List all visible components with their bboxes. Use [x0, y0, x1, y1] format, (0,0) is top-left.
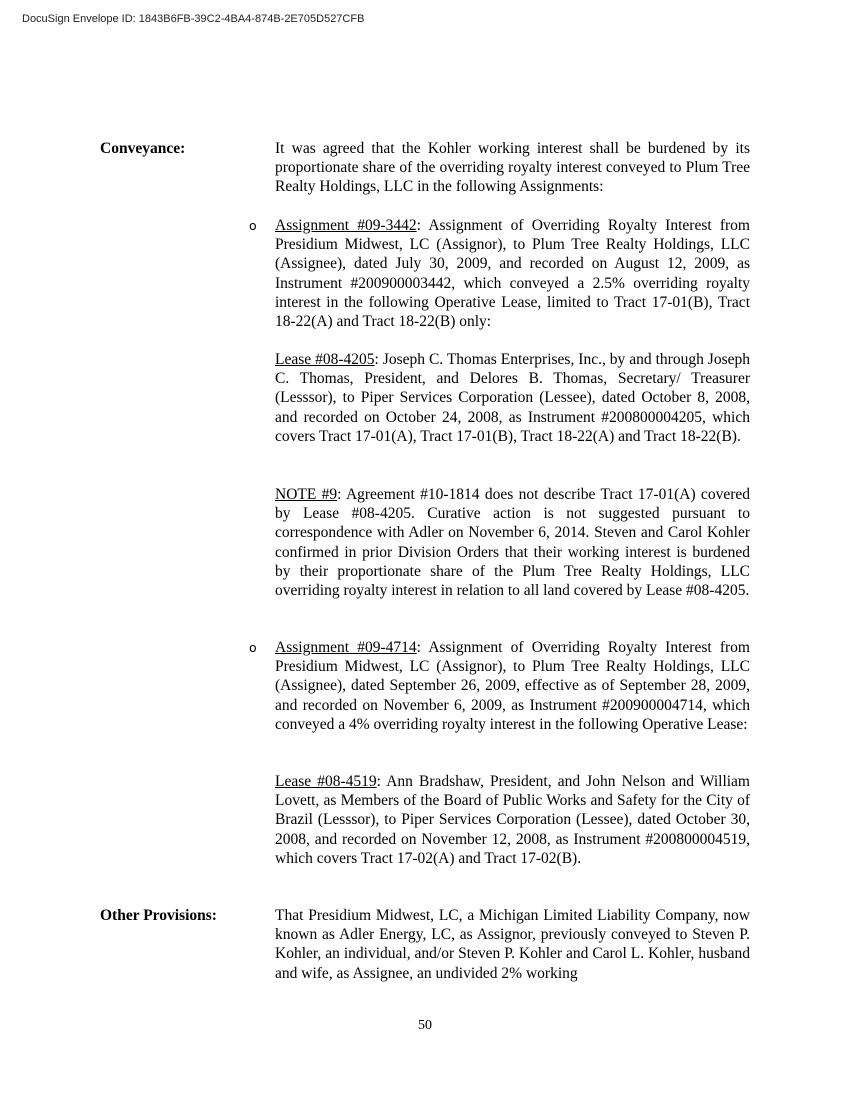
- bullet-assignment-1: o: [249, 218, 257, 233]
- other-provisions-text: That Presidium Midwest, LC, a Michigan Limited Liability Company, now known as Adler Energy, LC, as Assignor, previously conveyed to Steven P. Kohler, an individual, and/or Steven P. Kohler and Carol L. Kohler, husband and wife, as Assignee, an undivided 2% working: [275, 907, 750, 982]
- lease-1-ref: Lease #08-4205: [275, 351, 375, 368]
- lease-2-text: : Ann Bradshaw, President, and John Nelson and William Lovett, as Members of the Board of Public Works and Safety for the City of Brazil (Lesssor), to Piper Services Corporation (Lessee), dated October 30, 2008, and recorded on November 12, 2008, as Instrument #200800004519, which covers Tract 17-02(A) and Tract 17-02(B).: [275, 773, 750, 867]
- lease-1-text: : Joseph C. Thomas Enterprises, Inc., by and through Joseph C. Thomas, President, and Delores B. Thomas, Secretary/ Treasurer (Lesssor), to Piper Services Corporation (Lessee), dated October 8, 2008, and recorded on October 24, 2008, as Instrument #200800004205, which covers Tract 17-01(A), Tract 17-01(B), Tract 18-22(A) and Tract 18-22(B).: [275, 351, 750, 445]
- assignment-2-ref: Assignment #09-4714: [275, 639, 417, 656]
- conveyance-intro: It was agreed that the Kohler working interest shall be burdened by its proportionate share of the overriding royalty interest conveyed to Plum Tree Realty Holdings, LLC in the following Assignments:: [275, 140, 750, 196]
- bullet-assignment-2: o: [249, 640, 257, 655]
- note-9-text: : Agreement #10-1814 does not describe Tract 17-01(A) covered by Lease #08-4205. Curative action is not suggested pursuant to correspondence with Adler on November 6, 2014. Steven and Carol Kohler confirmed in prior Division Orders that their working interest is burdened by their proportionate share of the Plum Tree Realty Holdings, LLC overriding royalty interest in relation to all land covered by Lease #08-4205.: [275, 486, 750, 600]
- conveyance-label: Conveyance:: [100, 140, 186, 157]
- page-number: 50: [418, 1018, 432, 1033]
- other-provisions-label: Other Provisions:: [100, 907, 217, 924]
- lease-2-paragraph: [275, 772, 750, 868]
- note-9-paragraph: [275, 485, 750, 600]
- assignment-2-text: : Assignment of Overriding Royalty Interest from Presidium Midwest, LC (Assignor), to Plum Tree Realty Holdings, LLC (Assignee), dated September 26, 2009, effective as of September 28, 2009, and recorded on November 6, 2009, as Instrument #200900004714, which conveyed a 4% overriding royalty interest in the following Operative Lease:: [275, 639, 750, 733]
- docusign-envelope-id: DocuSign Envelope ID: 1843B6FB-39C2-4BA4-874B-2E705D527CFB: [22, 13, 365, 25]
- assignment-1-ref: Assignment #09-3442: [275, 217, 417, 234]
- lease-2-ref: Lease #08-4519: [275, 773, 377, 790]
- lease-1-paragraph: [275, 350, 750, 446]
- note-9-ref: NOTE #9: [275, 486, 338, 503]
- assignment-2-paragraph: [275, 638, 750, 734]
- assignment-1-paragraph: [275, 216, 750, 331]
- assignment-1-text: : Assignment of Overriding Royalty Interest from Presidium Midwest, LC (Assignor), to Plum Tree Realty Holdings, LLC (Assignee), dated July 30, 2009, and recorded on August 12, 2009, as Instrument #200900003442, which conveyed a 2.5% overriding royalty interest in the following Operative Lease, limited to Tract 17-01(B), Tract 18-22(A) and Tract 18-22(B) only:: [275, 217, 750, 331]
